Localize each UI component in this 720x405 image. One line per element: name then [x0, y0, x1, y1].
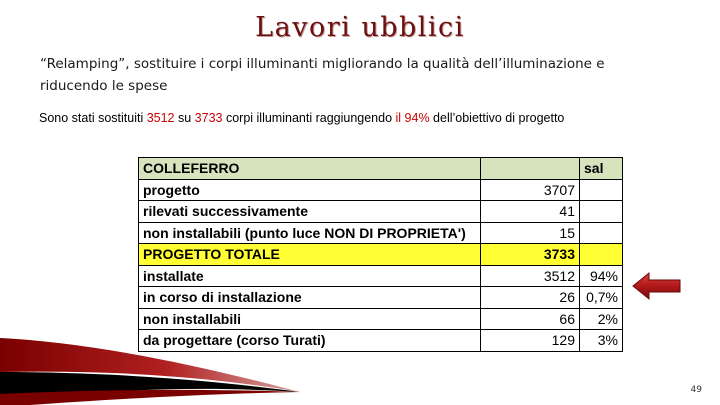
header-sal: sal	[580, 158, 623, 180]
row-value: 41	[481, 201, 580, 223]
row-sal: 94%	[580, 265, 623, 287]
row-label: da progettare (corso Turati)	[139, 330, 481, 352]
row-label: installate	[139, 265, 481, 287]
slide-title: Lavori ubblici	[255, 12, 465, 43]
row-sal: 0,7%	[580, 287, 623, 309]
row-label: in corso di installazione	[139, 287, 481, 309]
row-label: non installabili	[139, 308, 481, 330]
row-sal	[580, 201, 623, 223]
summary-text-part: corpi illuminanti raggiungendo	[222, 111, 396, 125]
row-sal	[580, 244, 623, 266]
installed-count: 3512	[146, 111, 175, 125]
left-arrow-icon	[632, 271, 682, 301]
row-value: 3733	[481, 244, 580, 266]
row-sal: 2%	[580, 308, 623, 330]
decorative-swoosh	[0, 320, 310, 405]
row-label: non installabili (punto luce NON DI PROPRIETA')	[139, 222, 481, 244]
summary-text-part: Sono stati sostituiti	[39, 111, 147, 125]
row-label: PROGETTO TOTALE	[139, 244, 481, 266]
completion-percent: il 94%	[395, 111, 430, 125]
header-label: COLLEFERRO	[139, 158, 481, 180]
row-value: 26	[481, 287, 580, 309]
row-value: 66	[481, 308, 580, 330]
table-row	[139, 222, 623, 244]
summary-text	[39, 110, 669, 127]
row-value: 3512	[481, 265, 580, 287]
row-label: rilevati successivamente	[139, 201, 481, 223]
row-sal: 3%	[580, 330, 623, 352]
summary-text-part: su	[174, 111, 195, 125]
slide-subtitle: “Relamping”, sostituire i corpi illuminanti migliorando la qualità dell’illuminazione e riducendo le spese	[40, 56, 605, 94]
summary-text-part: dell’obiettivo di progetto	[429, 111, 565, 125]
row-value: 129	[481, 330, 580, 352]
row-sal	[580, 222, 623, 244]
table-row	[139, 179, 623, 201]
header-value	[481, 158, 580, 180]
total-count: 3733	[194, 111, 223, 125]
row-sal	[580, 179, 623, 201]
table-header-row	[139, 158, 623, 180]
row-label: progetto	[139, 179, 481, 201]
row-value: 15	[481, 222, 580, 244]
table-row	[139, 265, 623, 287]
page-number: 49	[690, 385, 702, 395]
row-value: 3707	[481, 179, 580, 201]
table-row	[139, 287, 623, 309]
table-row	[139, 201, 623, 223]
table-row-total	[139, 244, 623, 266]
